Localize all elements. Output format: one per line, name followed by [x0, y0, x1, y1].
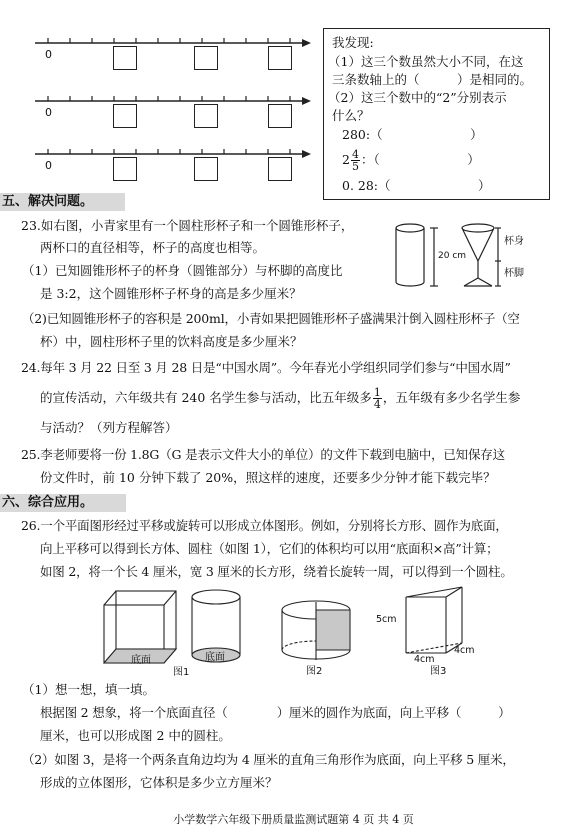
cup-body-label: 杯身: [504, 236, 524, 247]
discovery-p2b: 什么？: [332, 108, 370, 123]
fraction-numerator: 1: [373, 386, 381, 399]
q24-line2-a: 的宣传活动，六年级共有 240 名学生参与活动，比五年级多: [40, 390, 372, 405]
q23-line4: 是 3:2，这个圆锥形杯子杯身的高是多少厘米？: [40, 286, 302, 301]
zero-label-1: 0: [45, 48, 52, 61]
q26-sub2-line1: （2）如图 3，是将一个两条直角边均为 4 厘米的直角三角形作为底面，向上平移 5 厘米，: [22, 752, 515, 767]
discovery-box: [323, 28, 550, 200]
discovery-p1a: （1）这三个数虽然大小不同，在这: [328, 54, 524, 69]
q26-sub1-line2: 厘米，也可以形成图 2 中的圆柱。: [40, 728, 231, 743]
fraction-one-fourth: [373, 387, 382, 410]
answer-box[interactable]: [268, 46, 292, 70]
q24-line3: 与活动？（列方程解答）: [40, 420, 178, 435]
answer-box[interactable]: [268, 104, 292, 128]
q23-line3: （1）已知圆锥形杯子的杯身（圆锥部分）与杯脚的高度比: [22, 263, 343, 278]
cups-figure: [390, 216, 550, 296]
q23-line1: 23.如右图，小青家里有一个圆柱形杯子和一个圆锥形杯子，: [21, 218, 354, 233]
q23-line6: 杯）中，圆柱形杯子里的饮料高度是多少厘米？: [40, 334, 303, 349]
fig3-width-label: 4cm: [414, 654, 435, 665]
fig2-caption: 图2: [306, 666, 323, 677]
answer-box[interactable]: [194, 46, 218, 70]
fraction-denominator: 4: [373, 398, 381, 411]
fig1-base-label-1: 底面: [131, 655, 151, 666]
fraction-numerator: 4: [351, 148, 359, 161]
fig3-caption: 图3: [430, 666, 447, 677]
q26-sub1-title: （1）想一想，填一填。: [22, 682, 155, 697]
fig1-base-label-2: 底面: [205, 652, 225, 663]
q24-line2: [40, 384, 520, 412]
q26-line2: 向上平移可以得到长方体、圆柱（如图 1），它们的体积均可以用“底面积×高”计算；: [40, 541, 499, 556]
discovery-item2: [342, 146, 480, 174]
q25-line1: 25.李老师要将一份 1.8G（G 是表示文件大小的单位）的文件下载到电脑中，已知保存这: [21, 447, 505, 462]
answer-box[interactable]: [113, 104, 137, 128]
discovery-item3: 0. 28:（ ）: [342, 178, 491, 193]
discovery-item1: 280:（ ）: [342, 127, 483, 142]
q23-line5: （2)已知圆锥形杯子的容积是 200ml，小青如果把圆锥形杯子盛满果汁倒入圆柱形杯子（空: [22, 311, 520, 326]
fraction-denominator: 5: [351, 160, 359, 173]
answer-box[interactable]: [268, 157, 292, 181]
q26-line3: 如图 2，将一个长 4 厘米，宽 3 厘米的长方形，绕着长旋转一周，可以得到一个圆柱。: [40, 564, 513, 579]
q26-sub2-line2: 形成的立体图形，它体积是多少立方厘米？: [40, 775, 278, 790]
discovery-p1b: 三条数轴上的（ ）是相同的。: [332, 72, 533, 87]
answer-box[interactable]: [113, 157, 137, 181]
discovery-p2a: （2）这三个数中的“2”分别表示: [328, 90, 507, 105]
figure-2: [276, 598, 356, 668]
cups-height-label: 20 cm: [438, 251, 467, 261]
q26-sub1-line1: 根据图 2 想象，将一个底面直径（ ）厘米的圆作为底面，向上平移（ ）: [40, 705, 511, 720]
fig1-caption: 图1: [173, 667, 190, 678]
discovery-title: 我发现:: [332, 35, 374, 50]
discovery-item2-rest: ：（ ）: [360, 152, 480, 167]
fraction-four-fifths: [351, 149, 360, 172]
cup-foot-label: 杯脚: [504, 268, 524, 279]
zero-label-2: 0: [45, 106, 52, 119]
fig3-height-label: 5cm: [376, 614, 397, 625]
q23-line2: 两杯口的直径相等，杯子的高度也相等。: [40, 240, 266, 255]
page-footer: 小学数学六年级下册质量监测试题第 4 页 共 4 页: [173, 813, 414, 826]
q24-line2-b: ，五年级有多少名学生参: [382, 390, 521, 405]
answer-box[interactable]: [194, 104, 218, 128]
q25-line2: 份文件时，前 10 分钟下载了 20%，照这样的速度，还要多少分钟才能下载完毕？: [40, 470, 496, 485]
discovery-item2-whole: 2: [342, 152, 350, 167]
q24-line1: 24.每年 3 月 22 日至 3 月 28 日是“中国水周”。今年春光小学组织同学们参与“中国水周”: [21, 360, 511, 375]
answer-box[interactable]: [113, 46, 137, 70]
zero-label-3: 0: [45, 159, 52, 172]
answer-box[interactable]: [194, 157, 218, 181]
fig3-depth-label: 4cm: [454, 645, 475, 656]
q26-line1: 26.一个平面图形经过平移或旋转可以形成立体图形。例如，分别将长方形、圆作为底面，: [21, 518, 508, 533]
section-six-heading: 六、综合应用。: [0, 494, 126, 512]
section-five-heading: 五、解决问题。: [0, 193, 125, 211]
